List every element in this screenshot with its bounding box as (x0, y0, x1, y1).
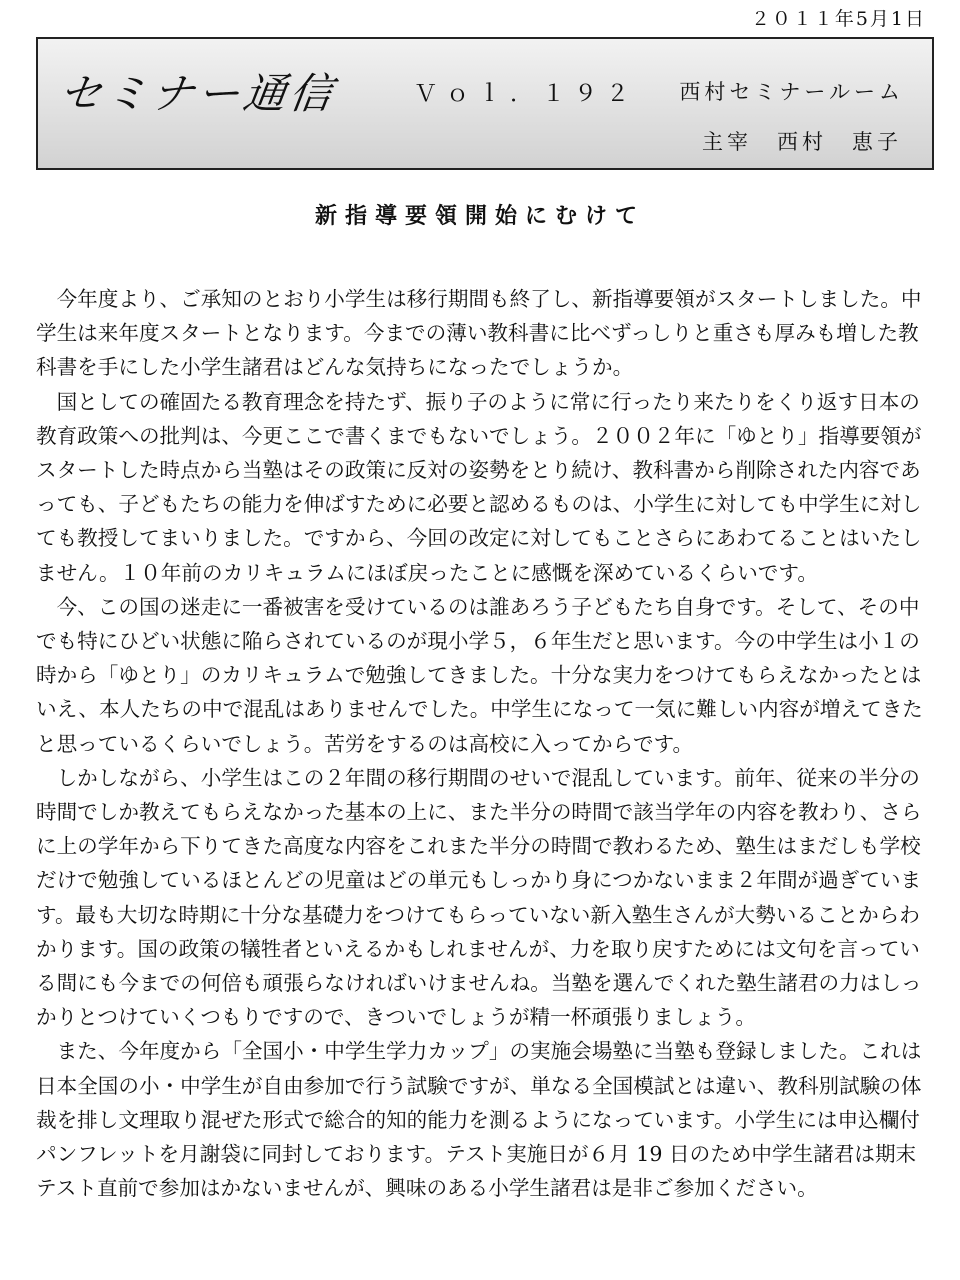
author-line: 主宰 西村 恵子 (702, 130, 902, 154)
article-body (36, 282, 936, 1205)
newsletter-header (36, 37, 934, 170)
paragraph: しかしながら、小学生はこの２年間の移行期間のせいで混乱しています。前年、従来の半分の時間でしか教えてもらえなかった基本の上に、また半分の時間で該当学年の内容を教わり、さらに上の学年から下りてきた高度な内容をこれまた半分の時間で教わるため、塾生はまだしも学校だけで勉強しているほとんどの児童はどの単元もしっかり身につかないまま２年間が過ぎています。最も大切な時期に十分な基礎力をつけてもらっていない新入塾生さんが大勢いることからわかります。国の政策の犠牲者といえるかもしれませんが、力を取り戻すためには文句を言っている間にも今までの何倍も頑張らなければいけませんね。当塾を選んでくれた塾生諸君の力はしっかりとつけていくつもりですので、きついでしょうが精一杯頑張りましょう。 (36, 765, 922, 1030)
article-heading: 新指導要領開始にむけて (314, 203, 645, 229)
organization-name: 西村セミナールーム (679, 80, 904, 104)
newsletter-title: セミナー通信 (56, 69, 340, 118)
paragraph: 今年度より、ご承知のとおり小学生は移行期間も終了し、新指導要領がスタートしました。中学生は来年度スタートとなります。今までの薄い教科書に比べずっしりと重さも厚みも増した教科書を手にした小学生諸君はどんな気持ちになったでしょうか。 (36, 287, 922, 380)
paragraph: 国としての確固たる教育理念を持たず、振り子のように常に行ったり来たりをくり返す日本の教育政策への批判は、今更ここで書くまでもないでしょう。２００２年に「ゆとり」指導要領がスタートした時点から当塾はその政策に反対の姿勢をとり続け、教科書から削除された内容であっても、子どもたちの能力を伸ばすために必要と認めるものは、小学生に対しても中学生に対しても教授してまいりました。ですから、今回の改定に対してもことさらにあわてることはいたしません。１０年前のカリキュラムにほぼ戻ったことに感慨を深めているくらいです。 (36, 389, 922, 585)
paragraph: また、今年度から「全国小・中学生学力カップ」の実施会場塾に当塾も登録しました。これは日本全国の小・中学生が自由参加で行う試験ですが、単なる全国模試とは違い、教科別試験の体裁を排し文理取り混ぜた形式で総合的知的能力を測るようになっています。小学生には申込欄付パンフレットを月謝袋に同封しております。テスト実施日が６月 19 日のため中学生諸君は期末テスト直前で参加はかないませんが、興味のある小学生諸君は是非ご参加ください。 (36, 1039, 922, 1201)
volume-number: Ｖｏｌ．１９２ (414, 81, 638, 107)
paragraph: 今、この国の迷走に一番被害を受けているのは誰あろう子どもたち自身です。そして、その中でも特にひどい状態に陥らされているのが現小学５，６年生だと思います。今の中学生は小１の時から「ゆとり」のカリキュラムで勉強してきました。十分な実力をつけてもらえなかったとはいえ、本人たちの中で混乱はありませんでした。中学生になって一気に難しい内容が増えてきたと思っているくらいでしょう。苦労をするのは高校に入ってからです。 (36, 594, 923, 756)
issue-date: ２０１１年5月1日 (750, 8, 926, 30)
